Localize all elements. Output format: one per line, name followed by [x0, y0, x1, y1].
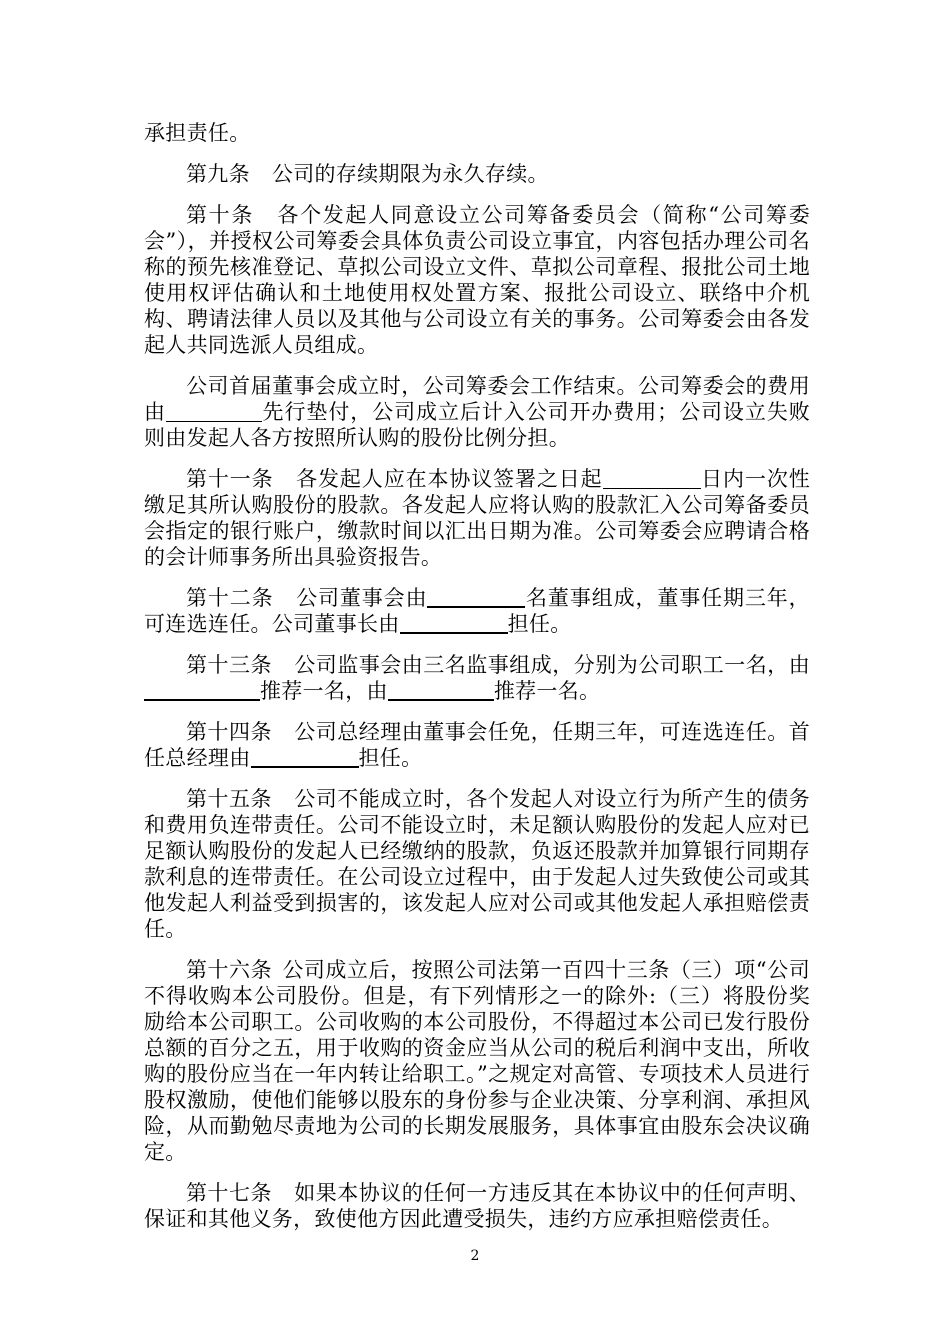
- article-16: [144, 957, 810, 1165]
- paragraph-continuation: [144, 120, 810, 146]
- article-text: 公司的存续期限为永久存续。: [271, 162, 549, 186]
- page-number: 2: [470, 1248, 480, 1264]
- article-text: 如果本协议的任何一方违反其在本协议中的任何声明、保证和其他义务，致使他方因此遭受损失，违约方应承担赔偿责任。: [144, 1181, 810, 1231]
- article-13: [144, 652, 810, 704]
- fill-in-blank[interactable]: [144, 679, 260, 701]
- article-text: 各个发起人同意设立公司筹备委员会（简称“公司筹委会”），并授权公司筹委会具体负责公司设立事宜，内容包括办理公司名称的预先核准登记、草拟公司设立文件、草拟公司章程、报批公司土地使用权评估确认和土地使用权处置方案、报批公司设立、联络中介机构、聘请法律人员以及其他与公司设立有关的事务。公司筹委会由各发起人共同选派人员组成。: [144, 203, 810, 357]
- article-text: 公司监事会由三名监事组成，分别为公司职工一名，由: [294, 653, 810, 677]
- article-text: 推荐一名，由: [260, 679, 388, 703]
- article-text: 各发起人应在本协议签署之日起: [295, 467, 603, 491]
- article-9: [144, 161, 810, 187]
- article-12: [144, 585, 810, 637]
- fill-in-blank[interactable]: [427, 586, 525, 608]
- fill-in-blank[interactable]: [603, 468, 701, 489]
- article-14: [144, 719, 810, 771]
- article-label: 第九条: [186, 162, 250, 186]
- fill-in-blank[interactable]: [388, 679, 494, 701]
- article-10: [144, 202, 810, 358]
- paragraph-text: 承担责任。: [144, 121, 251, 145]
- article-text: 公司董事会由: [295, 586, 428, 610]
- article-label: 第十七条: [186, 1181, 272, 1205]
- article-text: 公司成立后，按照公司法第一百四十三条（三）项“公司不得收购本公司股份。但是，有下列情形之一的除外:（三）将股份奖励给本公司职工。公司收购的本公司股份，不得超过本公司已发行股份总额的百分之五，用于收购的资金应当从公司的税后利润中支出，所收购的股份应当在一年内转让给职工。”之规定对高管、专项技术人员进行股权激励，使他们能够以股东的身份参与企业决策、分享利润、承担风险，从而勤勉尽责地为公司的长期发展服务，具体事宜由股东会决议确定。: [144, 958, 811, 1164]
- fill-in-blank[interactable]: [251, 746, 359, 768]
- article-11: [144, 466, 810, 570]
- article-label: 第十条: [186, 203, 255, 227]
- article-label: 第十一条: [186, 467, 274, 491]
- article-label: 第十六条: [186, 958, 273, 982]
- article-17: [144, 1180, 810, 1232]
- paragraph-text: 公司首届董事会成立时，公司筹委会工作结束。公司筹委会的费用由: [144, 374, 810, 424]
- fill-in-blank[interactable]: [400, 612, 508, 634]
- article-label: 第十四条: [186, 720, 272, 744]
- article-text: 公司不能成立时，各个发起人对设立行为所产生的债务和费用负连带责任。公司不能设立时，未足额认购股份的发起人应对已足额认购股份的发起人已经缴纳的股款，负返还股款并加算银行同期存款利息的连带责任。在公司设立过程中，由于发起人过失致使公司或其他发起人利益受到损害的，该发起人应对公司或其他发起人承担赔偿责任。: [144, 787, 810, 941]
- article-15: [144, 786, 810, 942]
- article-label: 第十五条: [186, 787, 272, 811]
- article-text: 推荐一名。: [493, 679, 601, 703]
- article-10-continued: [144, 373, 810, 451]
- article-label: 第十二条: [186, 586, 274, 610]
- document-page: [144, 120, 810, 1247]
- fill-in-blank[interactable]: [166, 401, 262, 422]
- article-text: 日内一次性缴足其所认购股份的股款。各发起人应将认购的股款汇入公司筹备委员会指定的银行账户，缴款时间以汇出日期为准。公司筹委会应聘请合格的会计师事务所出具验资报告。: [144, 467, 811, 569]
- article-text: 担任。: [507, 612, 572, 636]
- paragraph-text: 先行垫付，公司成立后计入公司开办费用；公司设立失败则由发起人各方按照所认购的股份比例分担。: [144, 400, 810, 450]
- article-text: 名董事组成，董事任期三年，可连选连任。公司董事长由: [144, 586, 810, 636]
- article-label: 第十三条: [186, 653, 272, 677]
- article-text: 担任。: [358, 746, 423, 770]
- article-text: 公司总经理由董事会任免，任期三年，可连选连任。首任总经理由: [144, 720, 810, 770]
